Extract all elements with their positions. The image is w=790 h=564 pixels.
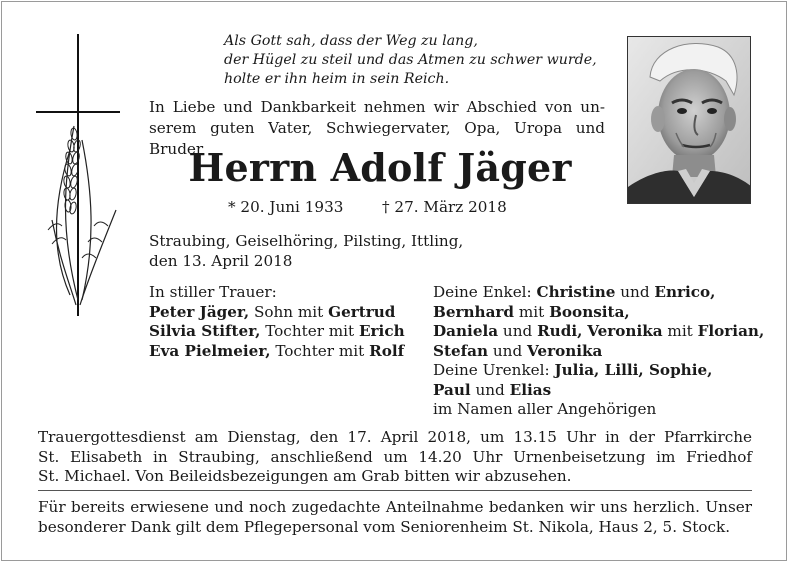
grandchild-name: Enrico, — [654, 283, 716, 301]
mourner-relation: Sohn mit — [249, 302, 329, 321]
funeral-service-info — [38, 428, 752, 487]
thanks-text — [38, 497, 752, 537]
poem-line: Als Gott sah, dass der Weg zu lang, — [224, 33, 478, 49]
connector-text: mit — [662, 322, 698, 340]
thanks-line: besonderer Dank gilt dem Pflegepersonal vom Seniorenheim St. Nikola, Haus 2, 5. Stock. — [38, 518, 731, 536]
service-line: St. Michael. Von Beileidsbezeigungen am Grab bitten wir abzusehen. — [38, 467, 572, 485]
great-grandchild-name: Julia, Lilli, Sophie, — [554, 361, 713, 379]
grandchild-name: Stefan — [433, 341, 489, 360]
grandchildren-list — [433, 283, 763, 420]
mourner-partner: Rolf — [369, 341, 405, 360]
mourner-name: Peter Jäger, — [149, 302, 250, 321]
closing-line: im Namen aller Angehörigen — [433, 400, 657, 418]
places-line: Straubing, Geiselhöring, Pilsting, Ittling, — [149, 232, 464, 250]
mourner-relation: Tochter mit — [260, 322, 359, 340]
grandchild-name: Veronika — [527, 341, 603, 360]
list-item — [433, 283, 763, 303]
list-item — [433, 342, 763, 362]
portrait-photo — [627, 36, 751, 204]
connector-text: und — [470, 380, 510, 399]
grandchild-name: Veronika — [587, 322, 663, 340]
mourner-name: Silvia Stifter, — [149, 322, 261, 340]
poem-line: der Hügel zu steil und das Atmen zu schwer wurde, — [224, 52, 597, 68]
list-item — [433, 381, 763, 401]
birth-date: * 20. Juni 1933 — [228, 198, 344, 216]
grandchild-name: Daniela — [433, 322, 499, 340]
poem-line: holte er ihn heim in sein Reich. — [224, 71, 450, 87]
intro-line: In Liebe und Dankbarkeit nehmen wir Abschied von un- — [149, 98, 605, 116]
connector-text: und — [615, 283, 655, 301]
grandchild-name: Bernhard — [433, 302, 515, 321]
thanks-line: Für bereits erwiesene und noch zugedachte Anteilnahme bedanken wir uns herzlich. Unser — [38, 498, 752, 516]
grandchildren-label: Deine Enkel: — [433, 283, 537, 301]
cross-with-wheat-icon — [30, 30, 130, 320]
date-line: den 13. April 2018 — [149, 252, 293, 270]
service-line: Trauergottesdienst am Dienstag, den 17. April 2018, um 13.15 Uhr in der Pfarrkirche — [38, 428, 752, 446]
poem — [224, 32, 624, 89]
great-grandchildren-label: Deine Urenkel: — [433, 361, 555, 379]
connector-text: mit — [514, 302, 550, 321]
connector-text: und — [488, 341, 528, 360]
mourner-partner: Gertrud — [328, 302, 396, 321]
list-item — [433, 322, 763, 342]
great-grandchild-name: Paul — [433, 380, 471, 399]
connector-text: und — [498, 322, 538, 340]
list-item — [433, 303, 763, 323]
deceased-name: Herrn Adolf Jäger — [188, 145, 572, 190]
mourner-relation: Tochter mit — [270, 341, 370, 360]
mourner-name: Eva Pielmeier, — [149, 341, 271, 360]
divider — [38, 490, 752, 491]
mourner-partner: Erich — [358, 322, 405, 340]
list-item — [149, 342, 419, 362]
list-item — [433, 361, 763, 381]
service-line: St. Elisabeth in Straubing, anschließend um 14.20 Uhr Urnenbeisetzung im Friedhof — [38, 447, 752, 466]
mourners-heading: In stiller Trauer: — [149, 283, 277, 301]
places-and-date — [149, 231, 569, 271]
grandchild-name: Rudi, — [537, 322, 583, 340]
grandchild-name: Christine — [536, 283, 616, 301]
list-item — [149, 322, 419, 342]
grandchild-name: Florian, — [697, 322, 765, 340]
death-date: † 27. März 2018 — [382, 198, 507, 216]
great-grandchild-name: Elias — [509, 380, 552, 399]
grandchild-name: Boonsita, — [549, 302, 630, 321]
list-item — [149, 303, 419, 323]
mourners-list — [149, 283, 419, 361]
intro-line: serem guten Vater, Schwiegervater, Opa, Uropa und Bruder — [149, 119, 605, 158]
